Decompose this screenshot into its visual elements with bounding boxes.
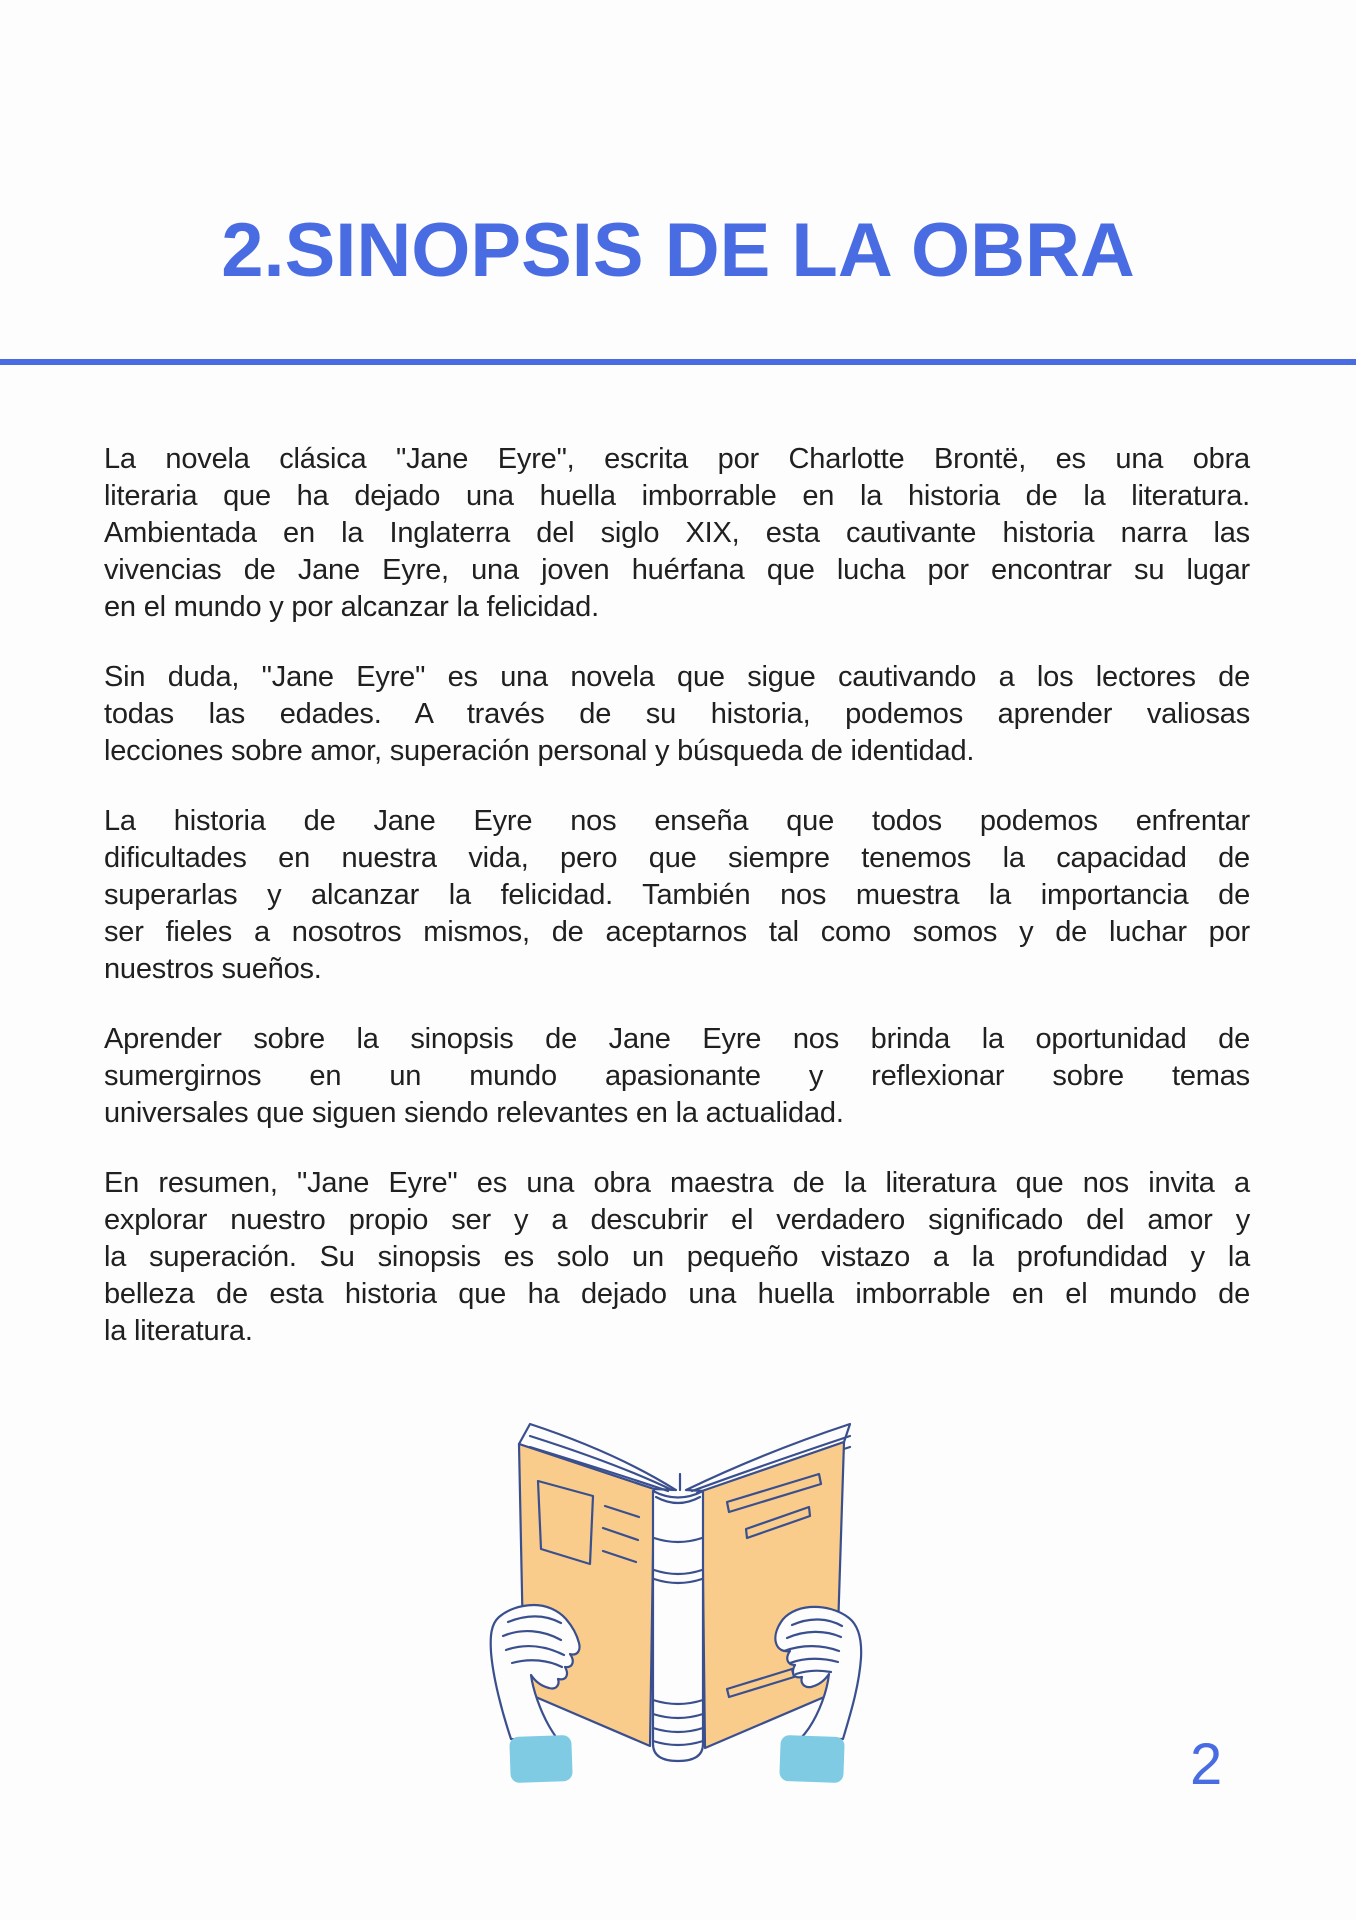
text-line: nuestros sueños. bbox=[104, 953, 322, 985]
text-line: belleza de esta historia que ha dejado una huella imborrable en el mundo de bbox=[104, 1278, 1250, 1310]
paragraph bbox=[104, 659, 1250, 770]
text-line: sumergirnos en un mundo apasionante y reflexionar sobre temas bbox=[104, 1060, 1250, 1092]
left-hand bbox=[491, 1605, 580, 1740]
text-line: la superación. Su sinopsis es solo un pequeño vistazo a la profundidad y la bbox=[104, 1241, 1250, 1273]
text-line: Aprender sobre la sinopsis de Jane Eyre nos brinda la oportunidad de bbox=[104, 1023, 1250, 1055]
page-title: 2.SINOPSIS DE LA OBRA bbox=[221, 207, 1135, 293]
body-text bbox=[104, 441, 1250, 1383]
text-line: Ambientada en la Inglaterra del siglo XIX, esta cautivante historia narra las bbox=[104, 517, 1250, 549]
text-line: La novela clásica "Jane Eyre", escrita por Charlotte Brontë, es una obra bbox=[104, 443, 1250, 475]
text-line: dificultades en nuestra vida, pero que siempre tenemos la capacidad de bbox=[104, 842, 1250, 874]
paragraph bbox=[104, 441, 1250, 626]
paragraph bbox=[104, 803, 1250, 988]
title-divider-line bbox=[0, 359, 1356, 365]
text-line: superarlas y alcanzar la felicidad. También nos muestra la importancia de bbox=[104, 879, 1250, 911]
text-line: La historia de Jane Eyre nos enseña que todos podemos enfrentar bbox=[104, 805, 1250, 837]
right-cuff bbox=[779, 1735, 845, 1783]
book-spine bbox=[653, 1491, 703, 1761]
hands-holding-open-book-illustration bbox=[440, 1400, 940, 1820]
page-number: 2 bbox=[1190, 1732, 1223, 1797]
paragraph bbox=[104, 1165, 1250, 1350]
left-cuff bbox=[509, 1735, 573, 1783]
text-line: Sin duda, "Jane Eyre" es una novela que sigue cautivando a los lectores de bbox=[104, 661, 1250, 693]
text-line: explorar nuestro propio ser y a descubrir el verdadero significado del amor y bbox=[104, 1204, 1250, 1236]
text-line: literaria que ha dejado una huella imborrable en la historia de la literatura. bbox=[104, 480, 1250, 512]
text-line: la literatura. bbox=[104, 1315, 253, 1347]
text-line: ser fieles a nosotros mismos, de aceptarnos tal como somos y de luchar por bbox=[104, 916, 1250, 948]
paragraph bbox=[104, 1021, 1250, 1132]
text-line: vivencias de Jane Eyre, una joven huérfana que lucha por encontrar su lugar bbox=[104, 554, 1250, 586]
text-line: En resumen, "Jane Eyre" es una obra maestra de la literatura que nos invita a bbox=[104, 1167, 1250, 1199]
text-line: en el mundo y por alcanzar la felicidad. bbox=[104, 591, 599, 623]
text-line: todas las edades. A través de su historia, podemos aprender valiosas bbox=[104, 698, 1250, 730]
text-line: universales que siguen siendo relevantes en la actualidad. bbox=[104, 1097, 844, 1129]
text-line: lecciones sobre amor, superación personal y búsqueda de identidad. bbox=[104, 735, 975, 767]
